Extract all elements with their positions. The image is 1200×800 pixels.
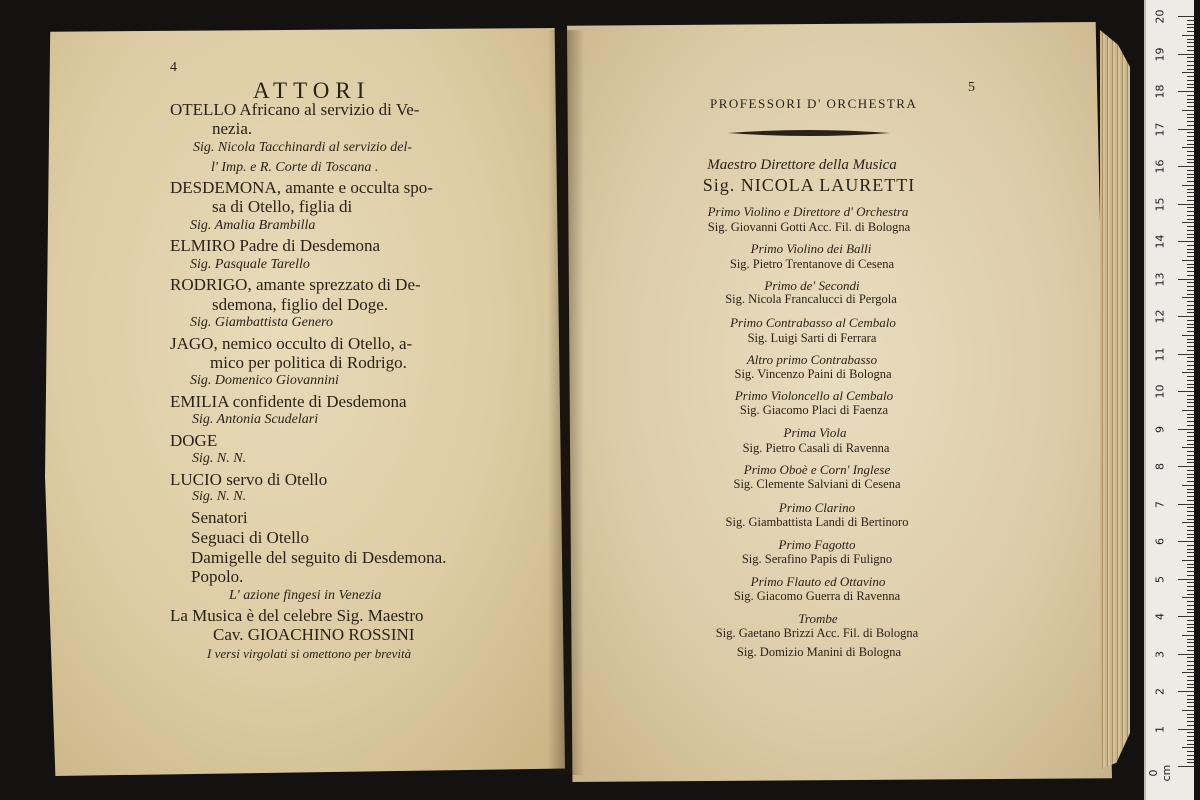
ruler-minor-tick [1187, 106, 1194, 107]
player-name: Sig. Giacomo Guerra di Ravenna [733, 589, 901, 603]
ruler-minor-tick [1187, 151, 1194, 152]
ruler-minor-tick [1187, 620, 1194, 621]
ruler-minor-tick [1187, 237, 1194, 238]
cast-heading: ATTORI [253, 78, 371, 103]
ruler-number: 9 [1153, 425, 1167, 433]
ruler-minor-tick [1187, 650, 1194, 651]
ruler-minor-tick [1187, 414, 1194, 415]
ruler-number: 4 [1153, 613, 1167, 620]
ruler-minor-tick [1187, 87, 1194, 88]
ruler-minor-tick [1187, 42, 1194, 43]
ruler-minor-tick [1182, 635, 1194, 636]
ruler-minor-tick [1187, 526, 1194, 527]
ruler-minor-tick [1187, 725, 1194, 726]
ruler-minor-tick [1187, 462, 1194, 463]
ruler-number: 14 [1153, 234, 1167, 249]
ruler-major-tick [1178, 616, 1194, 617]
actor-line: l' Imp. e R. Corte di Toscana . [211, 160, 379, 175]
player-name: Sig. Giacomo Placi di Faenza [739, 403, 889, 417]
ruler-number: 11 [1153, 347, 1167, 361]
ruler-minor-tick [1187, 267, 1194, 268]
ruler-minor-tick [1187, 324, 1194, 325]
ruler-minor-tick [1187, 564, 1194, 565]
ruler-minor-tick [1187, 211, 1194, 212]
ruler-minor-tick [1187, 309, 1194, 310]
ruler-minor-tick [1187, 399, 1194, 400]
instrument-role: Primo Violoncello al Cembalo [734, 388, 894, 403]
ruler-minor-tick [1187, 631, 1194, 632]
ruler-minor-tick [1187, 687, 1194, 688]
ruler-minor-tick [1187, 155, 1194, 156]
ruler-minor-tick [1187, 320, 1194, 321]
cast-line: Seguaci di Otello [191, 528, 310, 547]
ruler-minor-tick [1182, 297, 1194, 298]
ruler-major-tick [1178, 16, 1194, 17]
ruler-minor-tick [1187, 759, 1194, 760]
ruler-minor-tick [1187, 537, 1194, 538]
ruler-minor-tick [1187, 275, 1194, 276]
ruler-minor-tick [1187, 530, 1194, 531]
ruler-minor-tick [1187, 230, 1194, 231]
ruler-minor-tick [1187, 200, 1194, 201]
player-name: Sig. Nicola Francalucci di Pergola [725, 292, 897, 306]
ruler-minor-tick [1187, 459, 1194, 460]
player-name: Sig. Domizio Manini di Bologna [736, 645, 902, 659]
ruler-minor-tick [1187, 665, 1194, 666]
ruler-minor-tick [1187, 226, 1194, 227]
instrument-role: Primo Clarino [778, 500, 856, 515]
ruler-minor-tick [1187, 601, 1194, 602]
ruler-minor-tick [1182, 72, 1194, 73]
ruler-minor-tick [1187, 20, 1194, 21]
measuring-ruler [1144, 0, 1194, 800]
ruler-minor-tick [1187, 121, 1194, 122]
maestro-role: Maestro Direttore della Musica [707, 157, 897, 173]
ruler-minor-tick [1187, 132, 1194, 133]
ruler-minor-tick [1187, 586, 1194, 587]
actor-line: Sig. Giambattista Genero [190, 315, 333, 330]
ruler-minor-tick [1187, 755, 1194, 756]
ruler-major-tick [1178, 579, 1194, 580]
cast-line: LUCIO servo di Otello [170, 470, 328, 489]
ruler-minor-tick [1187, 395, 1194, 396]
ruler-major-tick [1178, 316, 1194, 317]
music-credit-line: La Musica è del celebre Sig. Maestro [170, 606, 424, 625]
ruler-major-tick [1178, 466, 1194, 467]
ruler-major-tick [1178, 129, 1194, 130]
ruler-minor-tick [1187, 99, 1194, 100]
player-name: Sig. Gaetano Brizzi Acc. Fil. di Bologna [715, 626, 919, 640]
ruler-minor-tick [1187, 69, 1194, 70]
ruler-minor-tick [1187, 350, 1194, 351]
right-page-number: 5 [968, 80, 975, 95]
ruler-minor-tick [1187, 421, 1194, 422]
composer-line: Cav. GIOACHINO ROSSINI [213, 625, 415, 644]
ruler-minor-tick [1187, 444, 1194, 445]
cast-line: ELMIRO Padre di Desdemona [170, 236, 381, 255]
ruler-major-tick [1178, 691, 1194, 692]
ruler-minor-tick [1187, 346, 1194, 347]
ruler-minor-tick [1187, 642, 1194, 643]
ruler-minor-tick [1187, 181, 1194, 182]
player-name: Sig. Luigi Sarti di Ferrara [747, 331, 877, 345]
ruler-minor-tick [1182, 597, 1194, 598]
ruler-minor-tick [1182, 672, 1194, 673]
ruler-minor-tick [1187, 162, 1194, 163]
ruler-minor-tick [1187, 627, 1194, 628]
instrument-role: Primo Fagotto [778, 537, 856, 552]
ruler-minor-tick [1182, 710, 1194, 711]
player-name: Sig. Pietro Trentanove di Cesena [729, 257, 895, 271]
ruler-minor-tick [1187, 684, 1194, 685]
ruler-minor-tick [1187, 286, 1194, 287]
ruler-minor-tick [1187, 50, 1194, 51]
cast-line: EMILIA confidente di Desdemona [170, 392, 407, 411]
ruler-major-tick [1178, 391, 1194, 392]
ruler-major-tick [1178, 354, 1194, 355]
ruler-minor-tick [1187, 440, 1194, 441]
ruler-minor-tick [1187, 252, 1194, 253]
ruler-minor-tick [1187, 732, 1194, 733]
instrument-role: Prima Viola [783, 425, 847, 440]
ornamental-rule [728, 128, 890, 138]
page-edges [1100, 30, 1130, 770]
ruler-minor-tick [1187, 455, 1194, 456]
ruler-minor-tick [1187, 387, 1194, 388]
ruler-minor-tick [1187, 80, 1194, 81]
cast-line: DOGE [170, 431, 218, 450]
instrument-role: Primo Contrabasso al Cembalo [730, 315, 896, 330]
player-name: Sig. Giambattista Landi di Bertinoro [725, 515, 909, 529]
ruler-minor-tick [1187, 556, 1194, 557]
ruler-minor-tick [1187, 534, 1194, 535]
ruler-minor-tick [1187, 294, 1194, 295]
cast-line: DESDEMONA, amante e occulta spo- [170, 178, 433, 197]
ruler-minor-tick [1187, 290, 1194, 291]
ruler-minor-tick [1182, 522, 1194, 523]
ruler-number: 5 [1153, 575, 1167, 583]
ruler-number: 8 [1153, 463, 1167, 470]
ruler-minor-tick [1187, 327, 1194, 328]
ruler-minor-tick [1187, 612, 1194, 613]
ruler-minor-tick [1187, 762, 1194, 763]
ruler-major-tick [1178, 766, 1194, 767]
ruler-minor-tick [1187, 189, 1194, 190]
ruler-minor-tick [1187, 271, 1194, 272]
ruler-minor-tick [1182, 747, 1194, 748]
ruler-minor-tick [1187, 657, 1194, 658]
ruler-minor-tick [1187, 365, 1194, 366]
cast-line: OTELLO Africano al servizio di Ve- [170, 100, 420, 119]
ruler-minor-tick [1187, 680, 1194, 681]
ruler-minor-tick [1187, 192, 1194, 193]
instrument-role: Primo Flauto ed Ottavino [750, 574, 886, 589]
actor-line: Sig. Nicola Tacchinardi al servizio del- [193, 140, 413, 155]
ruler-minor-tick [1187, 249, 1194, 250]
ruler-minor-tick [1187, 24, 1194, 25]
left-page-number: 4 [170, 60, 177, 75]
ruler-number: 18 [1153, 84, 1167, 99]
ruler-minor-tick [1187, 84, 1194, 85]
ruler-minor-tick [1187, 432, 1194, 433]
ruler-minor-tick [1187, 46, 1194, 47]
ruler-minor-tick [1187, 245, 1194, 246]
ruler-minor-tick [1187, 361, 1194, 362]
ruler-major-tick [1178, 54, 1194, 55]
ruler-minor-tick [1187, 545, 1194, 546]
actor-line: Sig. Pasquale Tarello [190, 257, 310, 272]
ruler-minor-tick [1187, 717, 1194, 718]
ruler-minor-tick [1187, 31, 1194, 32]
cast-line: JAGO, nemico occulto di Otello, a- [170, 334, 413, 353]
ruler-minor-tick [1182, 147, 1194, 148]
ruler-minor-tick [1187, 159, 1194, 160]
maestro-name: Sig. NICOLA LAURETTI [702, 175, 916, 195]
player-name: Sig. Serafino Papis di Fuligno [741, 552, 893, 566]
ruler-minor-tick [1182, 260, 1194, 261]
ruler-minor-tick [1187, 114, 1194, 115]
ruler-minor-tick [1187, 174, 1194, 175]
ruler-number: 17 [1153, 122, 1167, 136]
cast-line: sa di Otello, figlia di [212, 197, 353, 216]
ruler-minor-tick [1182, 485, 1194, 486]
ruler-minor-tick [1187, 117, 1194, 118]
ruler-minor-tick [1187, 234, 1194, 235]
ruler-minor-tick [1187, 470, 1194, 471]
ruler-minor-tick [1187, 669, 1194, 670]
ruler-minor-tick [1182, 35, 1194, 36]
ruler-minor-tick [1182, 185, 1194, 186]
ruler-minor-tick [1187, 256, 1194, 257]
ruler-minor-tick [1187, 500, 1194, 501]
ruler-minor-tick [1187, 27, 1194, 28]
player-name: Sig. Giovanni Gotti Acc. Fil. di Bologna [707, 220, 911, 234]
ruler-minor-tick [1187, 489, 1194, 490]
ruler-minor-tick [1187, 402, 1194, 403]
orchestra-heading: PROFESSORI D' ORCHESTRA [710, 96, 918, 111]
ruler-number: 2 [1153, 688, 1167, 695]
ruler-minor-tick [1187, 594, 1194, 595]
ruler-minor-tick [1187, 384, 1194, 385]
setting-line: L' azione fingesi in Venezia [229, 588, 382, 603]
ruler-major-tick [1178, 429, 1194, 430]
ruler-minor-tick [1187, 339, 1194, 340]
ruler-minor-tick [1187, 736, 1194, 737]
ruler-number: 16 [1153, 159, 1167, 174]
ruler-minor-tick [1187, 451, 1194, 452]
ruler-minor-tick [1187, 170, 1194, 171]
instrument-role: Trombe [798, 611, 838, 626]
instrument-role: Primo Violino e Direttore d' Orchestra [707, 204, 909, 219]
ruler-minor-tick [1187, 721, 1194, 722]
ruler-minor-tick [1187, 575, 1194, 576]
ruler-major-tick [1178, 166, 1194, 167]
cast-line: Damigelle del seguito di Desdemona. [191, 548, 447, 567]
actor-line: Sig. N. N. [192, 489, 247, 504]
ruler-major-tick [1178, 241, 1194, 242]
ruler-minor-tick [1187, 102, 1194, 103]
ruler-minor-tick [1187, 714, 1194, 715]
ruler-minor-tick [1187, 39, 1194, 40]
ruler-number: 0 cm [1147, 764, 1173, 782]
ruler-number: 7 [1153, 500, 1167, 508]
ruler-minor-tick [1187, 744, 1194, 745]
ruler-minor-tick [1187, 305, 1194, 306]
ruler-minor-tick [1187, 702, 1194, 703]
actor-line: Sig. Antonia Scudelari [192, 412, 319, 427]
ruler-minor-tick [1187, 571, 1194, 572]
actor-line: Sig. N. N. [192, 451, 247, 466]
player-name: Sig. Vincenzo Paini di Bologna [734, 367, 892, 381]
ruler-number: 3 [1153, 650, 1167, 658]
instrument-role: Primo de' Secondi [764, 278, 860, 293]
ruler-minor-tick [1187, 661, 1194, 662]
cast-line: nezia. [212, 119, 253, 138]
player-name: Sig. Pietro Casali di Ravenna [742, 441, 890, 455]
ruler-minor-tick [1187, 369, 1194, 370]
instrument-role: Primo Oboè e Corn' Inglese [743, 462, 891, 477]
ruler-minor-tick [1187, 125, 1194, 126]
ruler-minor-tick [1187, 492, 1194, 493]
ruler-minor-tick [1187, 312, 1194, 313]
note-line: I versi virgolati si omettono per brevità [207, 646, 412, 661]
ruler-minor-tick [1187, 511, 1194, 512]
instrument-role: Altro primo Contrabasso [746, 352, 878, 367]
ruler-minor-tick [1187, 507, 1194, 508]
ruler-minor-tick [1182, 410, 1194, 411]
ruler-minor-tick [1187, 282, 1194, 283]
ruler-minor-tick [1187, 515, 1194, 516]
ruler-minor-tick [1187, 706, 1194, 707]
ruler-minor-tick [1187, 699, 1194, 700]
ruler-major-tick [1178, 541, 1194, 542]
ruler-number: 15 [1153, 197, 1167, 211]
ruler-minor-tick [1187, 425, 1194, 426]
ruler-minor-tick [1187, 76, 1194, 77]
book-gutter [548, 30, 584, 775]
ruler-minor-tick [1187, 417, 1194, 418]
ruler-number: 20 [1153, 9, 1167, 24]
ruler-minor-tick [1187, 357, 1194, 358]
ruler-number: 1 [1153, 725, 1167, 733]
ruler-number: 12 [1153, 309, 1167, 324]
ruler-minor-tick [1187, 177, 1194, 178]
actor-line: Sig. Amalia Brambilla [190, 218, 316, 233]
ruler-minor-tick [1187, 207, 1194, 208]
ruler-major-tick [1178, 91, 1194, 92]
ruler-minor-tick [1187, 609, 1194, 610]
ruler-minor-tick [1187, 57, 1194, 58]
ruler-minor-tick [1187, 740, 1194, 741]
ruler-minor-tick [1182, 222, 1194, 223]
ruler-minor-tick [1187, 676, 1194, 677]
ruler-minor-tick [1187, 196, 1194, 197]
ruler-major-tick [1178, 729, 1194, 730]
ruler-minor-tick [1182, 110, 1194, 111]
ruler-major-tick [1178, 654, 1194, 655]
ruler-minor-tick [1187, 477, 1194, 478]
ruler-minor-tick [1187, 95, 1194, 96]
ruler-minor-tick [1182, 372, 1194, 373]
ruler-minor-tick [1187, 590, 1194, 591]
ruler-minor-tick [1187, 549, 1194, 550]
ruler-minor-tick [1187, 301, 1194, 302]
ruler-minor-tick [1187, 496, 1194, 497]
ruler-minor-tick [1187, 519, 1194, 520]
ruler-minor-tick [1187, 567, 1194, 568]
actor-line: Sig. Domenico Giovannini [190, 373, 339, 388]
cast-line: Senatori [191, 508, 248, 527]
cast-line: mico per politica di Rodrigo. [210, 353, 407, 372]
ruler-minor-tick [1187, 605, 1194, 606]
ruler-minor-tick [1187, 474, 1194, 475]
ruler-number: 6 [1153, 538, 1167, 545]
ruler-minor-tick [1187, 695, 1194, 696]
ruler-minor-tick [1187, 61, 1194, 62]
cast-line: sdemona, figlio del Doge. [212, 295, 389, 314]
ruler-minor-tick [1187, 646, 1194, 647]
ruler-minor-tick [1182, 335, 1194, 336]
ruler-major-tick [1178, 279, 1194, 280]
ruler-minor-tick [1187, 140, 1194, 141]
ruler-minor-tick [1187, 264, 1194, 265]
ruler-number: 13 [1153, 272, 1167, 286]
ruler-minor-tick [1187, 639, 1194, 640]
ruler-minor-tick [1187, 342, 1194, 343]
ruler-minor-tick [1187, 144, 1194, 145]
player-name: Sig. Clemente Salviani di Cesena [733, 477, 901, 491]
ruler-major-tick [1178, 504, 1194, 505]
ruler-number: 10 [1153, 384, 1167, 399]
ruler-minor-tick [1187, 406, 1194, 407]
instrument-role: Primo Violino dei Balli [750, 241, 872, 256]
ruler-minor-tick [1187, 136, 1194, 137]
ruler-minor-tick [1187, 331, 1194, 332]
ruler-minor-tick [1187, 751, 1194, 752]
ruler-major-tick [1178, 204, 1194, 205]
ruler-minor-tick [1187, 624, 1194, 625]
ruler-minor-tick [1187, 436, 1194, 437]
cast-line: Popolo. [191, 567, 244, 586]
ruler-number: 19 [1153, 47, 1167, 61]
ruler-minor-tick [1182, 447, 1194, 448]
ruler-minor-tick [1187, 376, 1194, 377]
ruler-minor-tick [1187, 380, 1194, 381]
ruler-minor-tick [1187, 65, 1194, 66]
ruler-minor-tick [1187, 215, 1194, 216]
ruler-minor-tick [1187, 552, 1194, 553]
ruler-minor-tick [1187, 582, 1194, 583]
ruler-minor-tick [1182, 560, 1194, 561]
cast-line: RODRIGO, amante sprezzato di De- [170, 275, 421, 294]
ruler-minor-tick [1187, 219, 1194, 220]
ruler-minor-tick [1187, 481, 1194, 482]
